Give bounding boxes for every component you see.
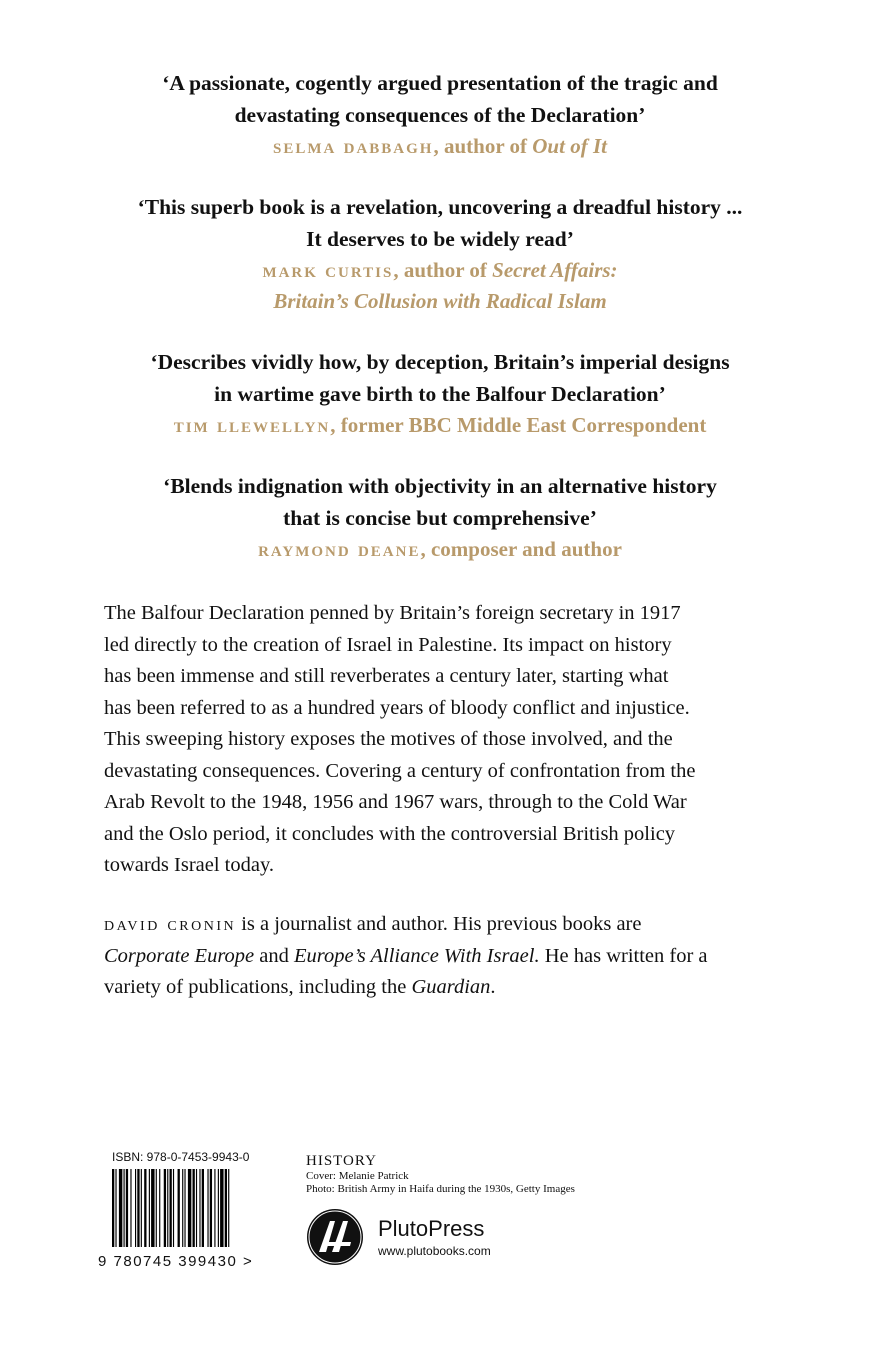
quote-2 <box>0 192 880 317</box>
quote-line: ‘A passionate, cogently argued presentation of the tragic and <box>162 71 718 95</box>
quote-text <box>0 347 880 410</box>
description-line: This sweeping history exposes the motives of those involved, and the <box>104 728 673 750</box>
publication-meta <box>306 1152 706 1196</box>
description-line: has been immense and still reverberates a century later, starting what <box>104 665 669 687</box>
quote-author: selma dabbagh <box>273 134 434 158</box>
quote-attribution <box>0 534 880 565</box>
quote-author: mark curtis <box>262 258 394 282</box>
cover-credit: Cover: Melanie Patrick <box>306 1170 409 1182</box>
bio-text: . <box>490 976 496 998</box>
description-line: towards Israel today. <box>104 854 275 876</box>
quote-line: devastating consequences of the Declaration’ <box>234 102 646 127</box>
quote-role: , former BBC Middle East Correspondent <box>330 413 707 437</box>
publisher-logo <box>306 1208 606 1268</box>
quote-1 <box>0 68 880 162</box>
quote-line: ‘Describes vividly how, by deception, Britain’s imperial designs <box>150 350 730 374</box>
quote-book-title: Out of It <box>532 134 607 158</box>
quote-role: , author of <box>433 134 533 158</box>
barcode-icon <box>112 1169 276 1247</box>
publisher-name: PlutoPress <box>378 1216 485 1241</box>
quote-author: raymond deane <box>258 537 421 561</box>
barcode-digits: 9 780745 399430 > <box>98 1253 254 1270</box>
category-label: HISTORY <box>306 1153 377 1169</box>
description-line: devastating consequences. Covering a century of confrontation from the <box>104 759 696 782</box>
description-line: and the Oslo period, it concludes with the controversial British policy <box>104 822 676 845</box>
quote-line: It deserves to be widely read’ <box>306 226 574 251</box>
bio-text: is a journalist and author. His previous books are <box>236 913 642 935</box>
description-line: The Balfour Declaration penned by Britain’s foreign secretary in 1917 <box>104 602 681 624</box>
photo-credit: Photo: British Army in Haifa during the 1930s, Getty Images <box>306 1183 575 1195</box>
quote-line: ‘This superb book is a revelation, uncovering a dreadful history ... <box>137 195 743 219</box>
description-line: led directly to the creation of Israel in Palestine. Its impact on history <box>104 633 672 656</box>
publication-title: Guardian <box>411 976 491 998</box>
bio-text: and <box>254 944 294 967</box>
book-title: Europe’s Alliance With Israel. <box>294 944 540 967</box>
quote-line: that is concise but comprehensive’ <box>283 505 597 530</box>
description-line: Arab Revolt to the 1948, 1956 and 1967 wars, through to the Cold War <box>104 791 687 813</box>
quote-book-title: Britain’s Collusion with Radical Islam <box>273 289 607 313</box>
quote-line: ‘Blends indignation with objectivity in an alternative history <box>163 474 717 498</box>
quote-text <box>0 68 880 131</box>
quote-author: tim llewellyn <box>173 413 331 437</box>
bio-text: He has written for a <box>539 944 708 967</box>
isbn-label: ISBN: 978-0-7453-9943-0 <box>112 1150 250 1164</box>
quote-book-title: Secret Affairs: <box>492 258 618 282</box>
quote-role: , author of <box>393 258 493 282</box>
author-name: david cronin <box>104 913 237 935</box>
quote-text <box>0 192 880 255</box>
quote-line: in wartime gave birth to the Balfour Declaration’ <box>214 381 666 406</box>
quote-3 <box>0 347 880 441</box>
quote-attribution <box>0 131 880 162</box>
quote-role: , composer and author <box>420 537 622 561</box>
quote-attribution <box>0 255 880 317</box>
author-bio <box>104 909 804 1004</box>
description-line: has been referred to as a hundred years of bloody conflict and injustice. <box>104 696 690 719</box>
isbn-barcode-area <box>98 1150 284 1275</box>
publisher-url: www.plutobooks.com <box>378 1244 491 1258</box>
bio-text: variety of publications, including the <box>104 976 412 998</box>
quote-4 <box>0 471 880 565</box>
quote-text <box>0 471 880 534</box>
quote-attribution <box>0 410 880 441</box>
praise-quotes <box>0 68 880 595</box>
pluto-press-logo-icon <box>306 1208 364 1266</box>
book-title: Corporate Europe <box>104 944 255 967</box>
book-description <box>104 598 804 882</box>
